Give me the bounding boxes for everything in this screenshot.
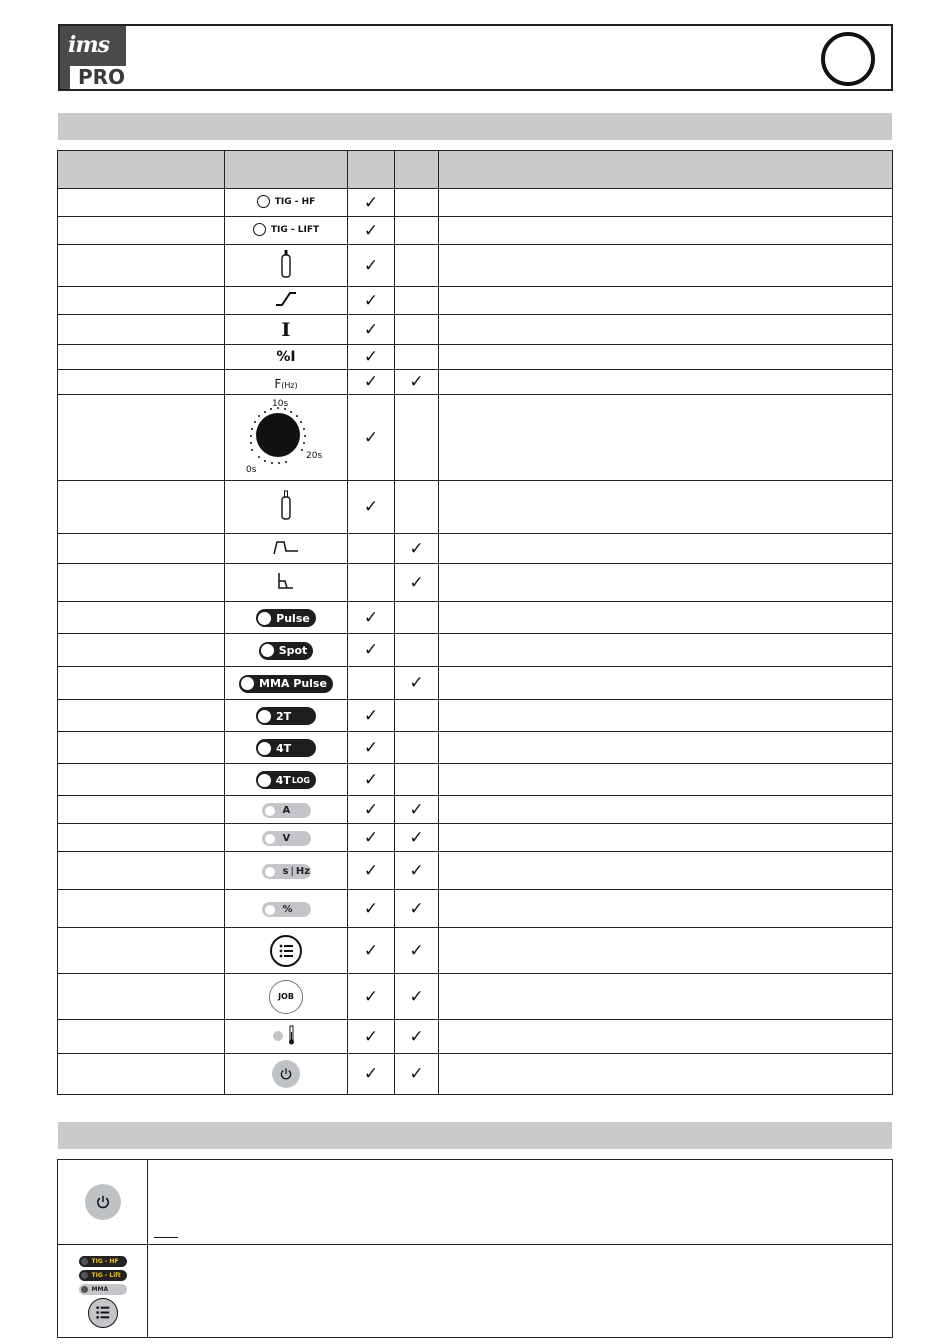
table-row (58, 852, 893, 890)
tig-hf-indicator: TIG - HF (257, 195, 316, 208)
check-mark: ✓ (395, 1054, 439, 1095)
check-mark: ✓ (395, 928, 439, 974)
table-row (58, 315, 893, 345)
table-row (58, 974, 893, 1020)
thermal-indicator-icon (271, 1024, 301, 1046)
table-row (58, 564, 893, 602)
check-mark: ✓ (348, 245, 395, 287)
seconds-hz-indicator: s | Hz (262, 864, 311, 879)
check-mark: ✓ (395, 974, 439, 1020)
check-mark: ✓ (348, 890, 395, 928)
table-row (58, 602, 893, 634)
check-mark: ✓ (348, 315, 395, 345)
gas-cylinder-icon (279, 249, 293, 279)
table-row (58, 634, 893, 667)
table-row (58, 824, 893, 852)
table-row (58, 189, 893, 217)
upslope-icon (274, 291, 298, 307)
check-mark: ✓ (395, 534, 439, 564)
power-icon (272, 1060, 300, 1088)
menu-list-icon (270, 935, 302, 967)
section-bar-controls (58, 113, 892, 140)
check-mark: ✓ (348, 370, 395, 395)
table-row (58, 481, 893, 534)
check-mark: ✓ (395, 667, 439, 700)
check-mark: ✓ (348, 602, 395, 634)
volts-indicator: V (262, 831, 311, 846)
table-row (58, 534, 893, 564)
check-mark: ✓ (348, 287, 395, 315)
check-mark: ✓ (348, 732, 395, 764)
operation-table (57, 1159, 893, 1338)
check-mark: ✓ (348, 928, 395, 974)
table-row (58, 345, 893, 370)
table-row (58, 1054, 893, 1095)
logo-text-ims: ims (68, 32, 110, 58)
tig-lift-indicator: TIG - LIFT (253, 223, 319, 236)
frequency-icon: F(Hz) (225, 370, 348, 395)
table-header-row (58, 151, 893, 189)
mma-indicator: MMA (79, 1284, 127, 1295)
arc-force-icon (276, 571, 296, 591)
table-row (58, 764, 893, 796)
current-icon: I (225, 315, 348, 345)
check-mark: ✓ (348, 700, 395, 732)
table-row (58, 1245, 893, 1338)
check-mark: ✓ (395, 824, 439, 852)
check-mark: ✓ (348, 345, 395, 370)
hot-start-icon (272, 538, 300, 556)
logo-text-pro: PRO (68, 66, 126, 89)
tig-hf-indicator: TIG - HF (79, 1256, 127, 1267)
check-mark: ✓ (348, 1054, 395, 1095)
check-mark: ✓ (348, 189, 395, 217)
percent-current-icon: %I (225, 345, 348, 370)
check-mark: ✓ (395, 370, 439, 395)
check-mark: ✓ (348, 217, 395, 245)
table-row (58, 217, 893, 245)
page-header (58, 24, 893, 91)
check-mark: ✓ (348, 824, 395, 852)
knob-dial-icon (244, 398, 328, 474)
mma-pulse-mode-indicator: MMA Pulse (239, 675, 333, 693)
table-row (58, 287, 893, 315)
table-row (58, 1020, 893, 1054)
ims-pro-logo (60, 26, 126, 89)
table-row (58, 700, 893, 732)
check-mark: ✓ (348, 1020, 395, 1054)
check-mark: ✓ (348, 796, 395, 824)
table-row (58, 732, 893, 764)
percent-indicator: % (262, 902, 311, 917)
table-row (58, 1160, 893, 1245)
spot-mode-indicator: Spot (259, 642, 314, 660)
table-row (58, 245, 893, 287)
table-row (58, 890, 893, 928)
svg-text:0s: 0s (246, 464, 257, 474)
language-circle-icon (821, 32, 875, 86)
check-mark: ✓ (395, 890, 439, 928)
amps-indicator: A (262, 803, 311, 818)
check-mark: ✓ (348, 634, 395, 667)
controls-table (57, 150, 893, 1095)
check-mark: ✓ (395, 1020, 439, 1054)
check-mark: ✓ (348, 395, 395, 481)
svg-text:10s: 10s (272, 398, 289, 409)
2t-mode-indicator: 2T (256, 707, 316, 725)
table-row (58, 667, 893, 700)
check-mark: ✓ (348, 974, 395, 1020)
menu-list-icon (88, 1298, 118, 1328)
check-mark: ✓ (395, 796, 439, 824)
divider (154, 1237, 178, 1238)
check-mark: ✓ (348, 852, 395, 890)
table-row (58, 928, 893, 974)
check-mark: ✓ (395, 564, 439, 602)
pulse-mode-indicator: Pulse (256, 609, 316, 627)
job-button-icon: JOB (269, 980, 303, 1014)
check-mark: ✓ (348, 481, 395, 534)
tig-lift-indicator: TIG - Lift (79, 1270, 127, 1281)
check-mark: ✓ (348, 764, 395, 796)
power-icon (85, 1184, 121, 1220)
4t-mode-indicator: 4T (256, 739, 316, 757)
table-row (58, 796, 893, 824)
svg-text:20s: 20s (306, 450, 323, 461)
gas-cylinder-icon (279, 489, 293, 521)
4t-log-mode-indicator: 4T LOG (256, 771, 316, 789)
table-row (58, 395, 893, 481)
table-row (58, 370, 893, 395)
section-bar-operation (58, 1122, 892, 1149)
check-mark: ✓ (395, 852, 439, 890)
